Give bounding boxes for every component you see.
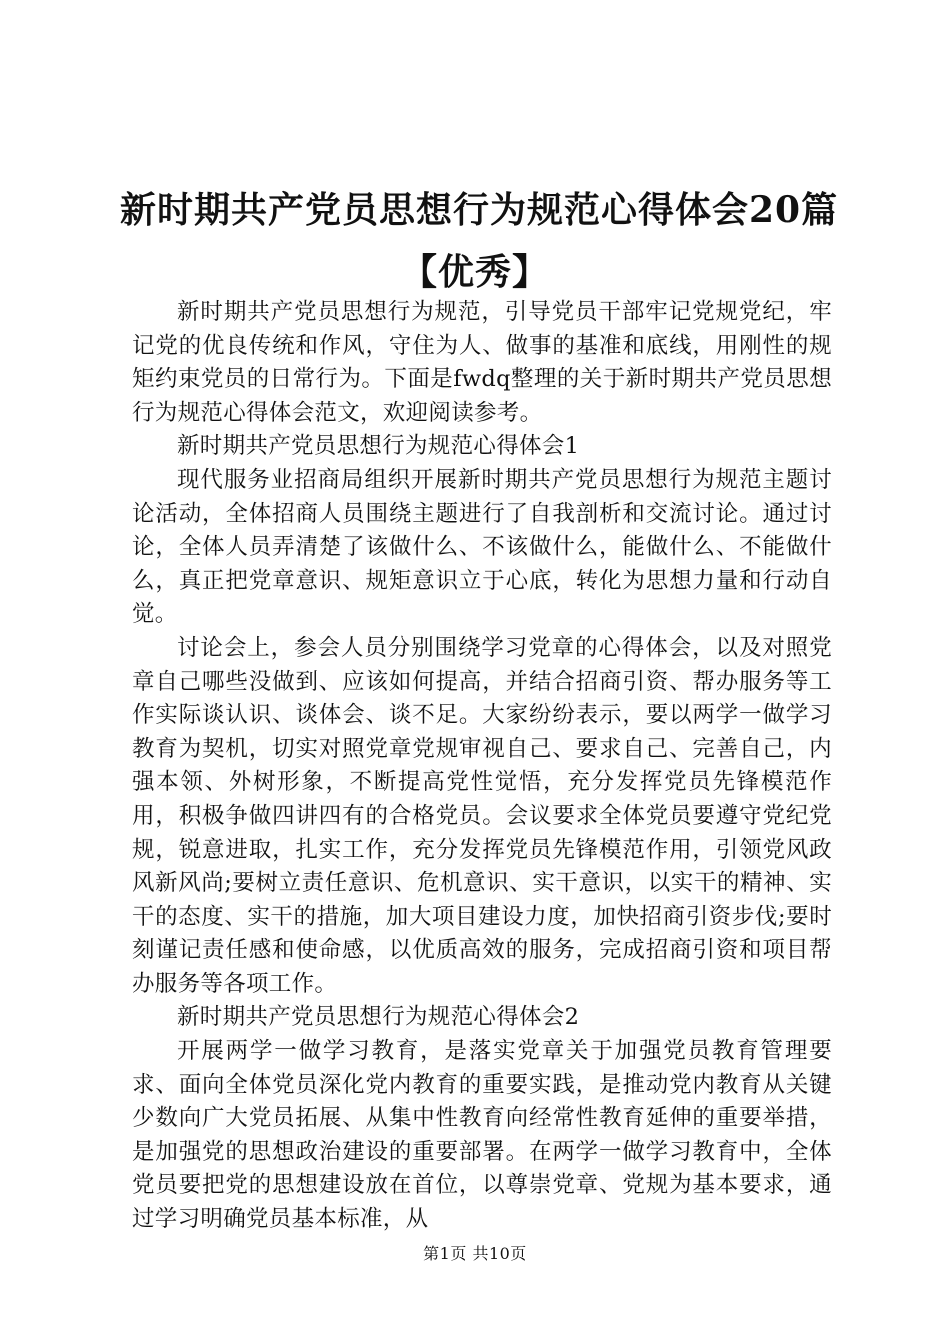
section-heading-2: 新时期共产党员思想行为规范心得体会2 [177,1004,580,1031]
document-title [120,179,839,303]
body-paragraph: 现代服务业招商局组织开展新时期共产党员思想行为规范主题讨论活动，全体招商人员围绕主题进行了自我剖析和交流讨论。通过讨论，全体人员弄清楚了该做什么、不该做什么，能做什么、不能做什么，真正把党章意识、规矩意识立于心底，转化为思想力量和行动自觉。 [132,466,832,628]
document-body [132,296,832,1237]
body-paragraph: 开展两学一做学习教育，是落实党章关于加强党员教育管理要求、面向全体党员深化党内教育的重要实践，是推动党内教育从关键少数向广大党员拓展、从集中性教育向经常性教育延伸的重要举措，是加强党的思想政治建设的重要部署。在两学一做学习教育中，全体党员要把党的思想建设放在首位，以尊崇党章、党规为基本要求，通过学习明确党员基本标准，从 [132,1038,832,1233]
title-line-1: 新时期共产党员思想行为规范心得体会20篇 [120,189,839,232]
body-paragraph: 讨论会上，参会人员分别围绕学习党章的心得体会，以及对照党章自己哪些没做到、应该如何提高，并结合招商引资、帮办服务等工作实际谈认识、谈体会、谈不足。大家纷纷表示，要以两学一做学习教育为契机，切实对照党章党规审视自己、要求自己、完善自己，内强本领、外树形象，不断提高党性觉悟，充分发挥党员先锋模范作用，积极争做四讲四有的合格党员。会议要求全体党员要遵守党纪党规，锐意进取，扎实工作，充分发挥党员先锋模范作用，引领党风政风新风尚;要树立责任意识、危机意识、实干意识，以实干的精神、实干的态度、实干的措施，加大项目建设力度，加快招商引资步伐;要时刻谨记责任感和使命感，以优质高效的服务，完成招商引资和项目帮办服务等各项工作。 [132,634,832,997]
section-heading-1: 新时期共产党员思想行为规范心得体会1 [177,433,580,460]
title-line-2: 【优秀】 [400,251,549,294]
intro-paragraph: 新时期共产党员思想行为规范，引导党员干部牢记党规党纪，牢记党的优良传统和作风，守住为人、做事的基准和底线，用刚性的规矩约束党员的日常行为。下面是fwdq整理的关于新时期共产党员思想行为规范心得体会范文，欢迎阅读参考。 [132,299,832,426]
page-number-footer: 第1页 共10页 [423,1244,527,1263]
